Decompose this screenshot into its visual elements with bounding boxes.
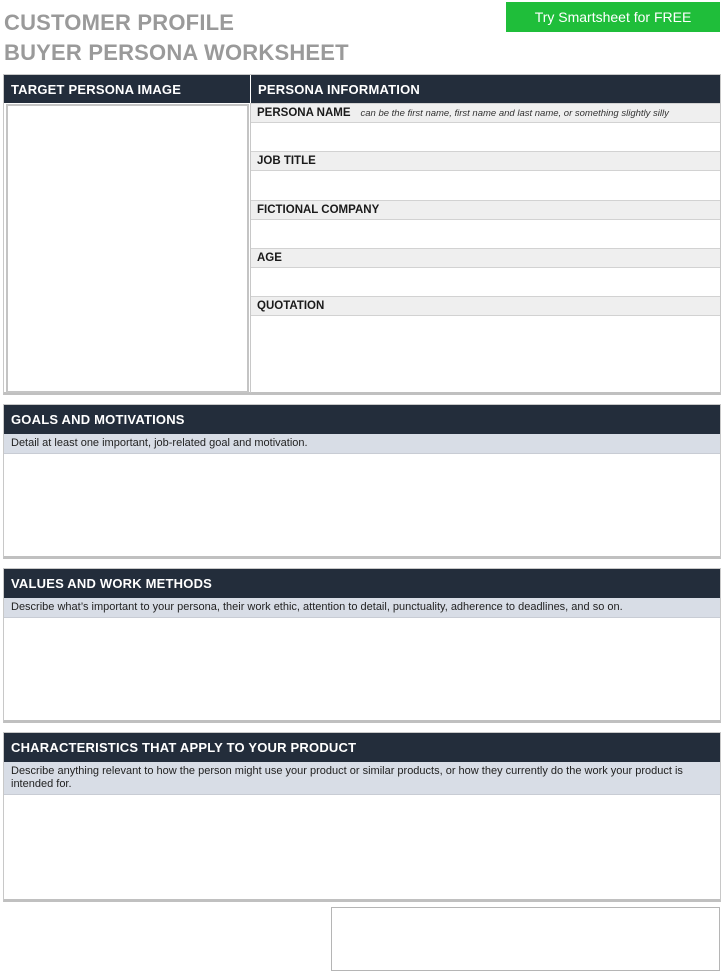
page-title: CUSTOMER PROFILE	[4, 10, 235, 35]
persona-image-placeholder[interactable]	[6, 104, 249, 393]
persona-information-header: PERSONA INFORMATION	[251, 75, 720, 103]
values-input-area[interactable]	[4, 618, 720, 718]
persona-name-hint: can be the first name, first name and last name, or something slightly silly	[360, 107, 669, 119]
quotation-label-text: QUOTATION	[257, 300, 325, 312]
fictional-company-label	[251, 200, 720, 220]
goals-section	[3, 404, 721, 559]
job-title-label-text: JOB TITLE	[257, 155, 316, 167]
goals-input-area[interactable]	[4, 454, 720, 554]
fictional-company-label-text: FICTIONAL COMPANY	[257, 204, 380, 216]
job-title-field[interactable]	[251, 171, 720, 200]
values-section	[3, 568, 721, 723]
goals-header: GOALS AND MOTIVATIONS	[4, 405, 720, 434]
age-label	[251, 248, 720, 268]
quotation-label	[251, 296, 720, 316]
characteristics-section	[3, 732, 721, 902]
target-persona-image-header: TARGET PERSONA IMAGE	[4, 75, 250, 103]
fictional-company-field[interactable]	[251, 220, 720, 248]
persona-top-section	[3, 74, 721, 395]
goals-description: Detail at least one important, job-related goal and motivation.	[4, 434, 720, 454]
quotation-field[interactable]	[251, 316, 720, 392]
age-field[interactable]	[251, 268, 720, 296]
characteristics-input-area[interactable]	[4, 795, 720, 899]
job-title-label	[251, 151, 720, 171]
page-subtitle: BUYER PERSONA WORKSHEET	[4, 40, 349, 65]
characteristics-header: CHARACTERISTICS THAT APPLY TO YOUR PRODUCT	[4, 733, 720, 762]
age-label-text: AGE	[257, 252, 282, 264]
values-header: VALUES AND WORK METHODS	[4, 569, 720, 598]
try-smartsheet-button[interactable]: Try Smartsheet for FREE	[506, 2, 720, 32]
persona-name-field[interactable]	[251, 123, 720, 151]
persona-name-label	[251, 103, 720, 123]
values-description: Describe what’s important to your persona, their work ethic, attention to detail, punctuality, adherence to deadlines, and so on.	[4, 598, 720, 618]
notes-box[interactable]	[331, 907, 720, 971]
persona-name-label-text: PERSONA NAME	[257, 107, 351, 119]
characteristics-description: Describe anything relevant to how the person might use your product or similar products, or how they currently do the work your product is intended for.	[4, 762, 720, 795]
